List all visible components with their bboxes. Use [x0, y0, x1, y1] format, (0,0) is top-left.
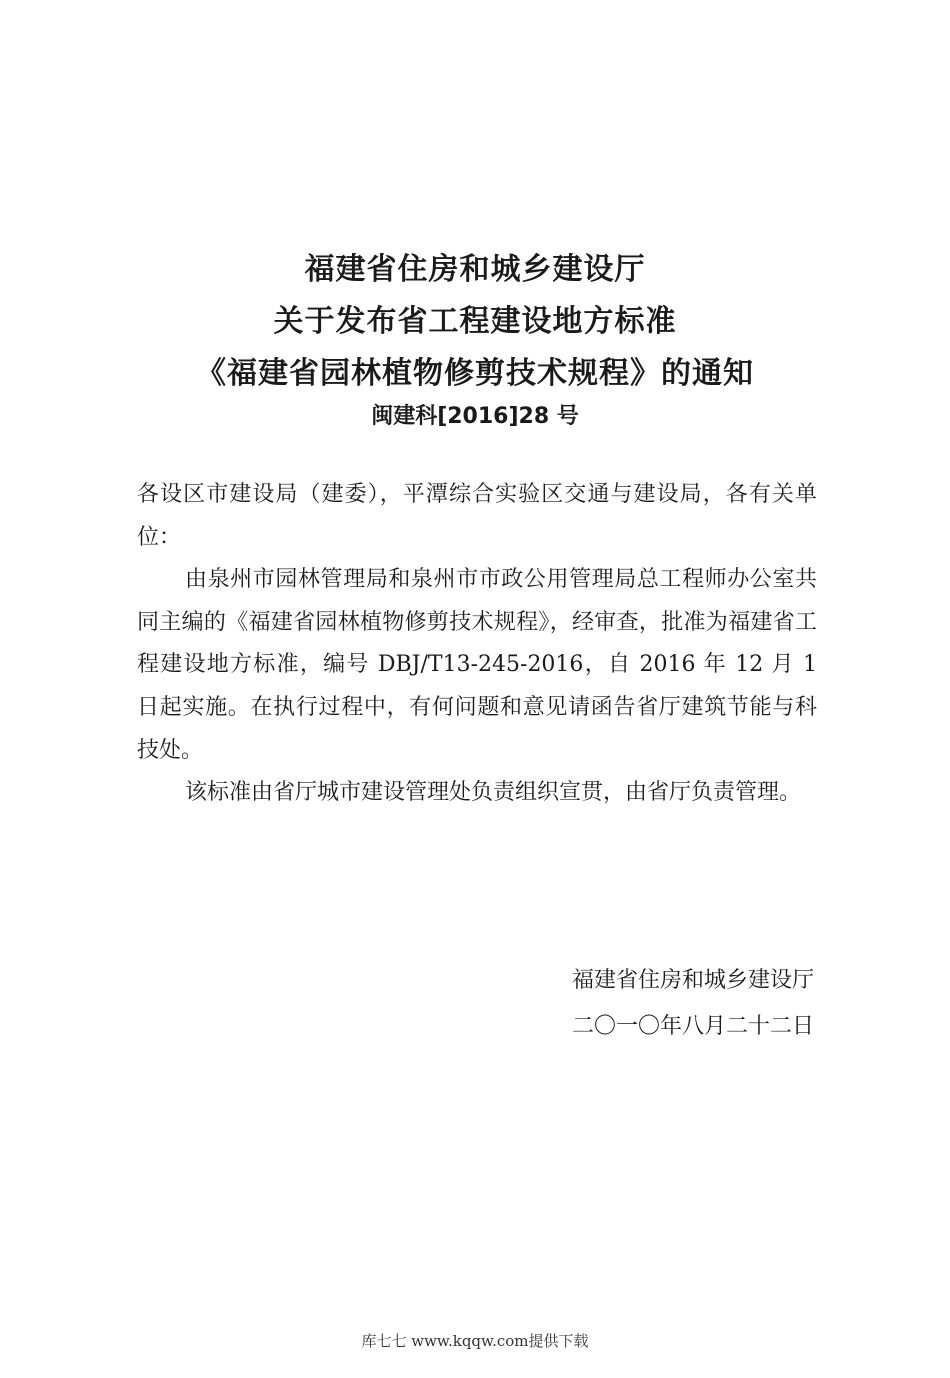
salutation: 各设区市建设局（建委），平潭综合实验区交通与建设局，各有关单位：: [137, 482, 817, 550]
title-line-subject: 关于发布省工程建设地方标准: [273, 304, 677, 339]
title-line-issuer: 福建省住房和城乡建设厅: [304, 252, 646, 287]
signature-block: [572, 958, 814, 1050]
signature-issuer: 福建省住房和城乡建设厅: [571, 968, 814, 993]
body-paragraph: 由泉州市园林管理局和泉州市市政公用管理局总工程师办公室共同主编的《福建省园林植物修剪技术规程》，经审查，批准为福建省工程建设地方标准，编号 DBJ/T13-245-2016，自 2016 年 12 月 1 日起实施。在执行过程中，有何问题和意见请函告省厅建筑节能与科技处。: [137, 567, 817, 763]
document-body: [137, 474, 817, 815]
document-title: [0, 244, 950, 400]
download-footer: 库七七 www.kqqw.com提供下载: [361, 1332, 589, 1350]
title-line-standard-name: 《福建省园林植物修剪技术规程》的通知: [196, 356, 754, 391]
document-number: 闽建科[2016]28 号: [371, 404, 579, 429]
signature-date: 二〇一〇年八月二十二日: [571, 1014, 814, 1039]
body-paragraph: 该标准由省厅城市建设管理处负责组织宣贯，由省厅负责管理。: [185, 780, 802, 806]
